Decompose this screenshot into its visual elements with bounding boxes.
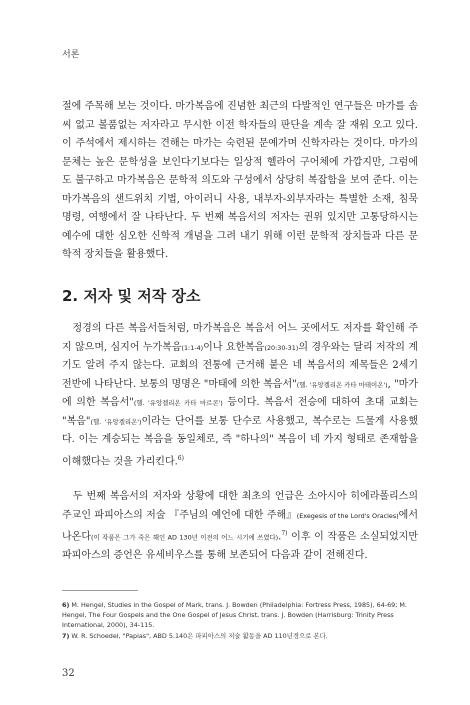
- footnote-number: 7): [62, 632, 70, 640]
- date-note: (이 작품은 그가 죽은 해인 AD 130년 이전의 어느 시기에 쓰였다): [90, 533, 279, 542]
- footnote-7: [62, 631, 418, 641]
- footnote-6: [62, 600, 418, 630]
- text-segment: 등이다. 복음서 전승에 대하여 초대 교회는 "복음": [62, 397, 418, 427]
- text-segment: 이라는 단어를 보통 단수로 사용했고, 복수로는 드물게 사용했다. 이는 계승되는 복음을 동일체로, 즉 "하나의" 복음이 네 가지 형태로 존재함을 이해했다는 것을 가리킨다.: [62, 415, 418, 467]
- text-segment: 이후 이 작품은 소실되었지만 파피아스의 증언은 유세비우스를 통해 보존되어 다음과 같이 전해진다.: [62, 531, 418, 561]
- greek-note: (헬. '유앙겔리온 카타 마테이온'): [296, 380, 388, 389]
- body-paragraph-2: [62, 320, 418, 471]
- reference-note: (1:1-4): [181, 343, 204, 352]
- page-number: 32: [62, 668, 75, 679]
- text-segment: 두 번째 복음서의 저자와 상황에 대한 최초의 언급은 소아시아 히에라폴리스의 주교인 파피아스의 저술 『주님의 예언에 대한 주해』: [62, 491, 418, 521]
- footnote-marker: 7): [281, 530, 288, 537]
- footnotes: [62, 600, 418, 642]
- greek-note: (헬. '유앙겔리온'): [90, 417, 142, 426]
- footnote-marker: 6): [177, 454, 184, 462]
- body-paragraph-3: [62, 488, 418, 565]
- footnote-text: M. Hengel, Studies in the Gospel of Mark, trans. J. Bowden (Philadelphia: Fortress Press, 1985), 64-69; M. Hengel, The Four Gospels and the One Gospel of Jesus Christ, trans. J. Bowden (Harrisburg: Trinity Press International, 2000), 34-115.: [62, 601, 407, 629]
- reference-note: (20:30-31): [264, 343, 299, 352]
- greek-note: (헬. '유앙겔리온 카타 마르콘'): [133, 399, 223, 407]
- text-segment: 에서 나온다: [62, 509, 418, 543]
- text-segment: .: [278, 531, 282, 543]
- body-paragraph-1: 절에 주목해 보는 것이다. 마가복음에 진념한 최근의 다발적인 연구들은 마가를 솜씨 없고 볼품없는 저자라고 무시한 이전 학자들의 판단을 계속 잘 재워 오고 있다. 이 주석에서 제시하는 견해는 마가는 숙련된 문예가며 신학자라는 것이다. 마가의 문체는 높은 문학성을 보인다기보다는 일상적 헬라어 구어체에 가깝지만, 그럼에도 불구하고 마가복음은 문학적 의도와 구성에서 상당히 복잡함을 보여 준다. 이는 마가복음의 샌드위치 기법, 아이러니 사용, 내부자-외부자라는 특별한 소재, 침묵 명령, 여행에서 잘 나타난다. 두 번째 복음서의 저자는 권위 있지만 고통당하시는 예수에 대한 심오한 신학적 개념을 그려 내기 위해 이런 문학적 장치들과 다른 문학적 장치들을 활용했다.: [62, 101, 418, 260]
- text-segment: 이나 요한복음: [203, 341, 265, 353]
- text-segment: 정경의 다른 복음서들처럼, 마가복음은 복음서 어느 곳에서도 저자를 확인해 주지 않으며, 심지어 누가복음: [62, 323, 418, 353]
- title-note: (Exegesis of the Lord's Oracles): [296, 511, 399, 520]
- section-heading: 2. 저자 및 저작 장소: [62, 287, 201, 305]
- text-segment: 의 경우와는 달리 저작의 계기도 알려 주지 않는다. 교회의 전통에 근거해 붙은 네 복음서의 제목들은 2세기 전반에 나타난다. 보통의 명명은 "마태에 의한 복음서": [62, 341, 418, 390]
- footnote-number: 6): [62, 601, 70, 609]
- running-head: 서론: [62, 50, 80, 60]
- footnote-text: W. R. Schoedel, "Papias", ABD 5.140은 파피아스의 저술 활동을 AD 110년경으로 본다.: [71, 632, 328, 640]
- text-segment: , "마가에 의한 복음서": [62, 378, 419, 408]
- footnote-divider: [62, 590, 138, 591]
